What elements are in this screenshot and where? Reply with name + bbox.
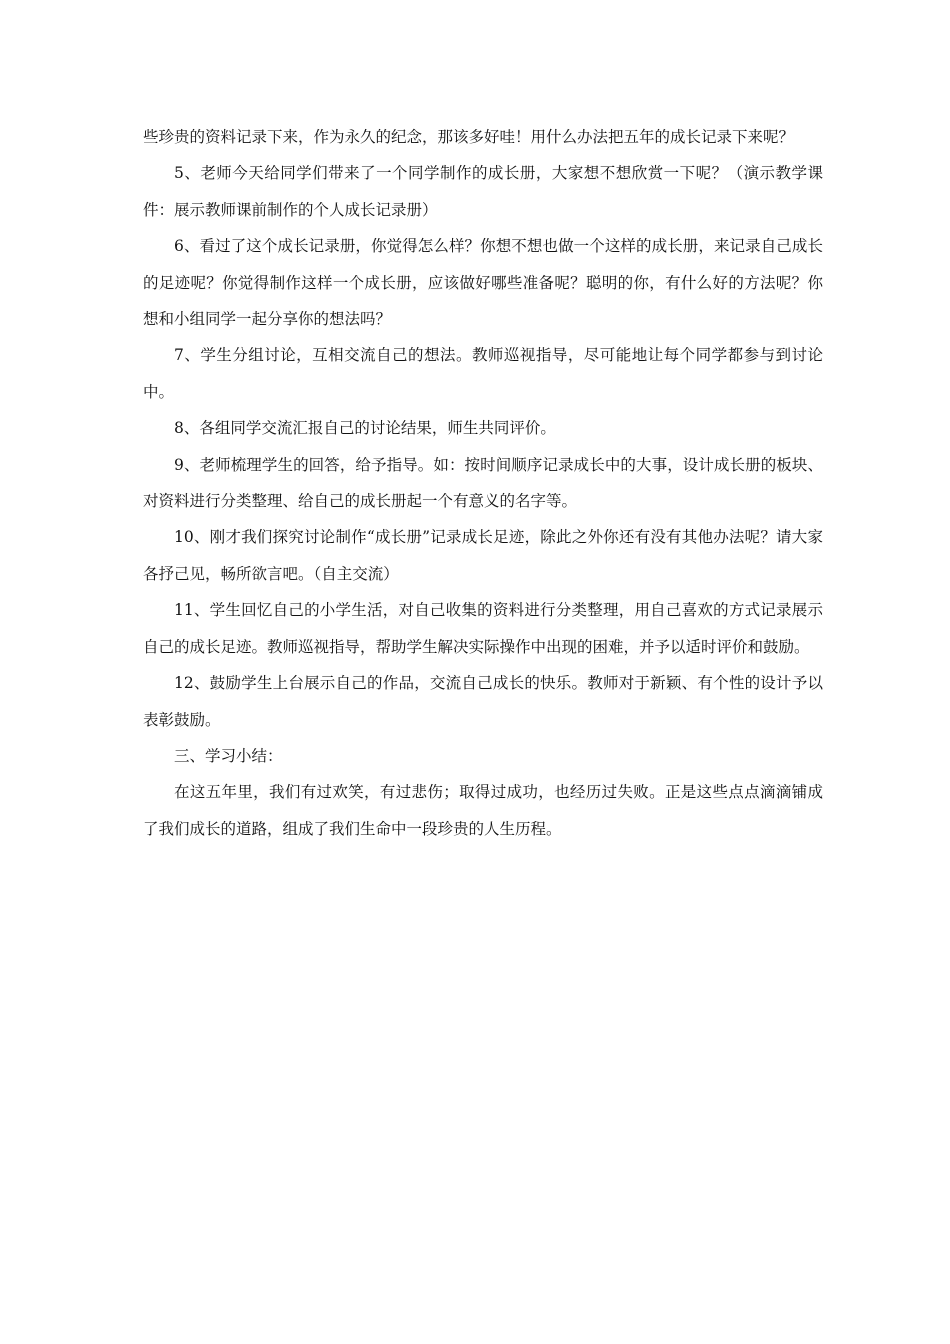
paragraph-step-6: 6、看过了这个成长记录册，你觉得怎么样？你想不想也做一个这样的成长册，来记录自己成长的足迹呢？你觉得制作这样一个成长册，应该做好哪些准备呢？聪明的你，有什么好的方法呢？你想和小组同学一起分享你的想法吗？ [143, 237, 823, 329]
paragraph-step-11: 11、学生回忆自己的小学生活，对自己收集的资料进行分类整理，用自己喜欢的方式记录展示自己的成长足迹。教师巡视指导，帮助学生解决实际操作中出现的困难，并予以适时评价和鼓励。 [143, 601, 823, 656]
paragraph-continuation: 些珍贵的资料记录下来，作为永久的纪念，那该多好哇！用什么办法把五年的成长记录下来呢？ [143, 128, 795, 146]
paragraph-step-5: 5、老师今天给同学们带来了一个同学制作的成长册，大家想不想欣赏一下呢？（演示教学课件：展示教师课前制作的个人成长记录册） [143, 164, 823, 219]
paragraph-step-7: 7、学生分组讨论，互相交流自己的想法。教师巡视指导，尽可能地让每个同学都参与到讨论中。 [143, 346, 823, 401]
document-body [143, 119, 823, 847]
paragraph-step-8: 8、各组同学交流汇报自己的讨论结果，师生共同评价。 [174, 419, 556, 438]
paragraph-step-10: 10、刚才我们探究讨论制作“成长册”记录成长足迹，除此之外你还有没有其他办法呢？请大家各抒己见，畅所欲言吧。（自主交流） [143, 528, 823, 583]
paragraph-summary: 在这五年里，我们有过欢笑，有过悲伤；取得过成功，也经历过失败。正是这些点点滴滴铺成了我们成长的道路，组成了我们生命中一段珍贵的人生历程。 [143, 783, 823, 838]
paragraph-step-12: 12、鼓励学生上台展示自己的作品，交流自己成长的快乐。教师对于新颖、有个性的设计予以表彰鼓励。 [143, 674, 823, 729]
section-heading-summary: 三、学习小结： [174, 746, 283, 765]
paragraph-step-9: 9、老师梳理学生的回答，给予指导。如：按时间顺序记录成长中的大事，设计成长册的板块、对资料进行分类整理、给自己的成长册起一个有意义的名字等。 [143, 455, 823, 511]
